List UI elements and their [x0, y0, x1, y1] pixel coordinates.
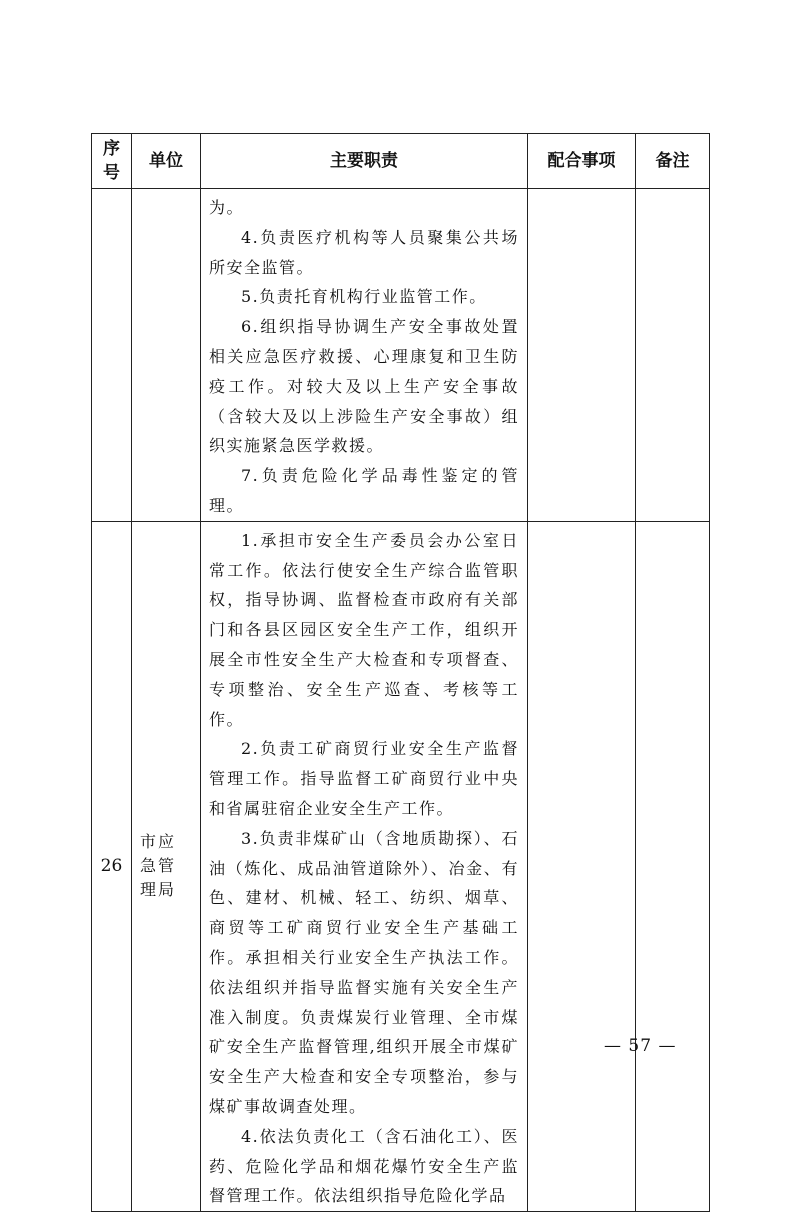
row-duties	[201, 521, 528, 1211]
row-remark	[636, 189, 710, 522]
duty-paragraph: 4.负责医疗机构等人员聚集公共场所安全监管。	[209, 227, 519, 277]
row-remark	[636, 521, 710, 1211]
header-duties: 主要职责	[201, 134, 528, 189]
duty-paragraph: 1.承担市安全生产委员会办公室日常工作。依法行使安全生产综合监管职权，指导协调、监督检查市政府有关部门和各县区园区安全生产工作，组织开展全市性安全生产大检查和专项督查、专项整治、安全生产巡查、考核等工作。	[209, 530, 519, 729]
header-coop: 配合事项	[528, 134, 636, 189]
row-coop	[528, 189, 636, 522]
duty-paragraph: 3.负责非煤矿山（含地质勘探）、石油（炼化、成品油管道除外）、冶金、有色、建材、机械、轻工、纺织、烟草、商贸等工矿商贸行业安全生产基础工作。承担相关行业安全生产执法工作。依法组织并指导监督实施有关安全生产准入制度。负责煤炭行业管理、全市煤矿安全生产监督管理,组织开展全市煤矿安全生产大检查和安全专项整治，参与煤矿事故调查处理。	[209, 828, 519, 1116]
duty-paragraph: 5.负责托育机构行业监管工作。	[241, 287, 487, 307]
row-unit	[132, 189, 201, 522]
row-number	[92, 189, 132, 522]
duty-paragraph: 为。	[209, 198, 245, 217]
header-unit: 单位	[132, 134, 201, 189]
page-number: — 57 —	[604, 1036, 677, 1056]
table-row	[92, 189, 710, 522]
duty-paragraph: 6.组织指导协调生产安全事故处置相关应急医疗救援、心理康复和卫生防疫工作。对较大及以上生产安全事故（含较大及以上涉险生产安全事故）组织实施紧急医学救援。	[209, 317, 519, 456]
row-duties	[201, 189, 528, 522]
duty-paragraph: 7.负责危险化学品毒性鉴定的管理。	[209, 466, 519, 515]
row-coop	[528, 521, 636, 1211]
duty-paragraph: 2.负责工矿商贸行业安全生产监督管理工作。指导监督工矿商贸行业中央和省属驻宿企业安全生产工作。	[209, 739, 519, 818]
row-unit: 市应急管理局	[132, 521, 201, 1211]
duty-paragraph: 4.依法负责化工（含石油化工）、医药、危险化学品和烟花爆竹安全生产监督管理工作。依法组织指导危险化学品	[209, 1126, 519, 1206]
header-seq: 序号	[92, 134, 132, 189]
row-number: 26	[92, 521, 132, 1211]
header-remark: 备注	[636, 134, 710, 189]
table-header-row	[92, 134, 710, 189]
table-row	[92, 521, 710, 1211]
